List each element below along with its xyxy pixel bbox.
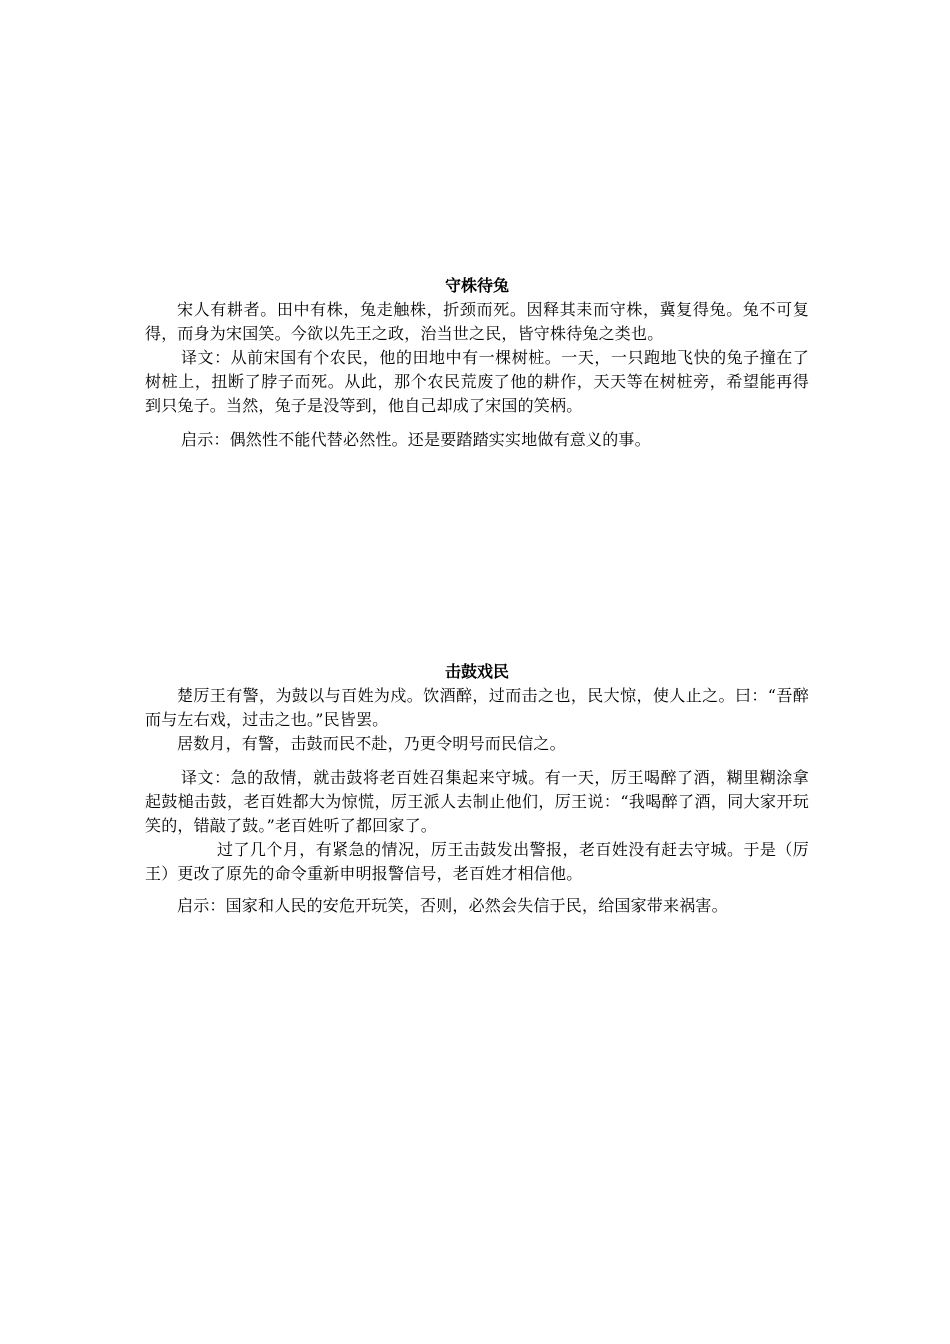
story-jigu-ximin — [145, 660, 809, 918]
story-original-text-continued: 居数月，有警，击鼓而民不赴，乃更令明号而民信之。 — [177, 734, 566, 753]
story-lesson: 启示：国家和人民的安危开玩笑，否则，必然会失信于民，给国家带来祸害。 — [177, 896, 728, 915]
story-title: 击鼓戏民 — [444, 662, 509, 681]
story-original-text: 楚厉王有警，为鼓以与百姓为戍。饮酒醉，过而击之也，民大惊，使人止之。曰：“吾醉而与左右戏，过击之也。”民皆罢。 — [145, 686, 809, 729]
story-title: 守株待兔 — [444, 276, 509, 295]
story-original-text: 宋人有耕者。田中有株，兔走触株，折颈而死。因释其耒而守株，冀复得兔。兔不可复得，而身为宋国笑。今欲以先王之政，治当世之民，皆守株待兔之类也。 — [145, 300, 809, 343]
story-shouzhu-daitu — [145, 274, 809, 452]
story-translation: 译文：从前宋国有个农民，他的田地中有一棵树桩。一天，一只跑地飞快的兔子撞在了树桩上，扭断了脖子而死。从此，那个农民荒废了他的耕作，天天等在树桩旁，希望能再得到只兔子。当然，兔子是没等到，他自己却成了宋国的笑柄。 — [145, 348, 809, 415]
story-translation: 译文：急的敌情，就击鼓将老百姓召集起来守城。有一天，厉王喝醉了酒，糊里糊涂拿起鼓槌击鼓，老百姓都大为惊慌，厉王派人去制止他们，厉王说：“我喝醉了酒，同大家开玩笑的，错敲了鼓。”老百姓听了都回家了。 — [145, 768, 809, 835]
story-lesson: 启示：偶然性不能代替必然性。还是要踏踏实实地做有意义的事。 — [181, 430, 651, 449]
story-translation-continued: 过了几个月，有紧急的情况，厉王击鼓发出警报，老百姓没有赶去守城。于是（厉王）更改了原先的命令重新申明报警信号，老百姓才相信他。 — [145, 840, 809, 883]
